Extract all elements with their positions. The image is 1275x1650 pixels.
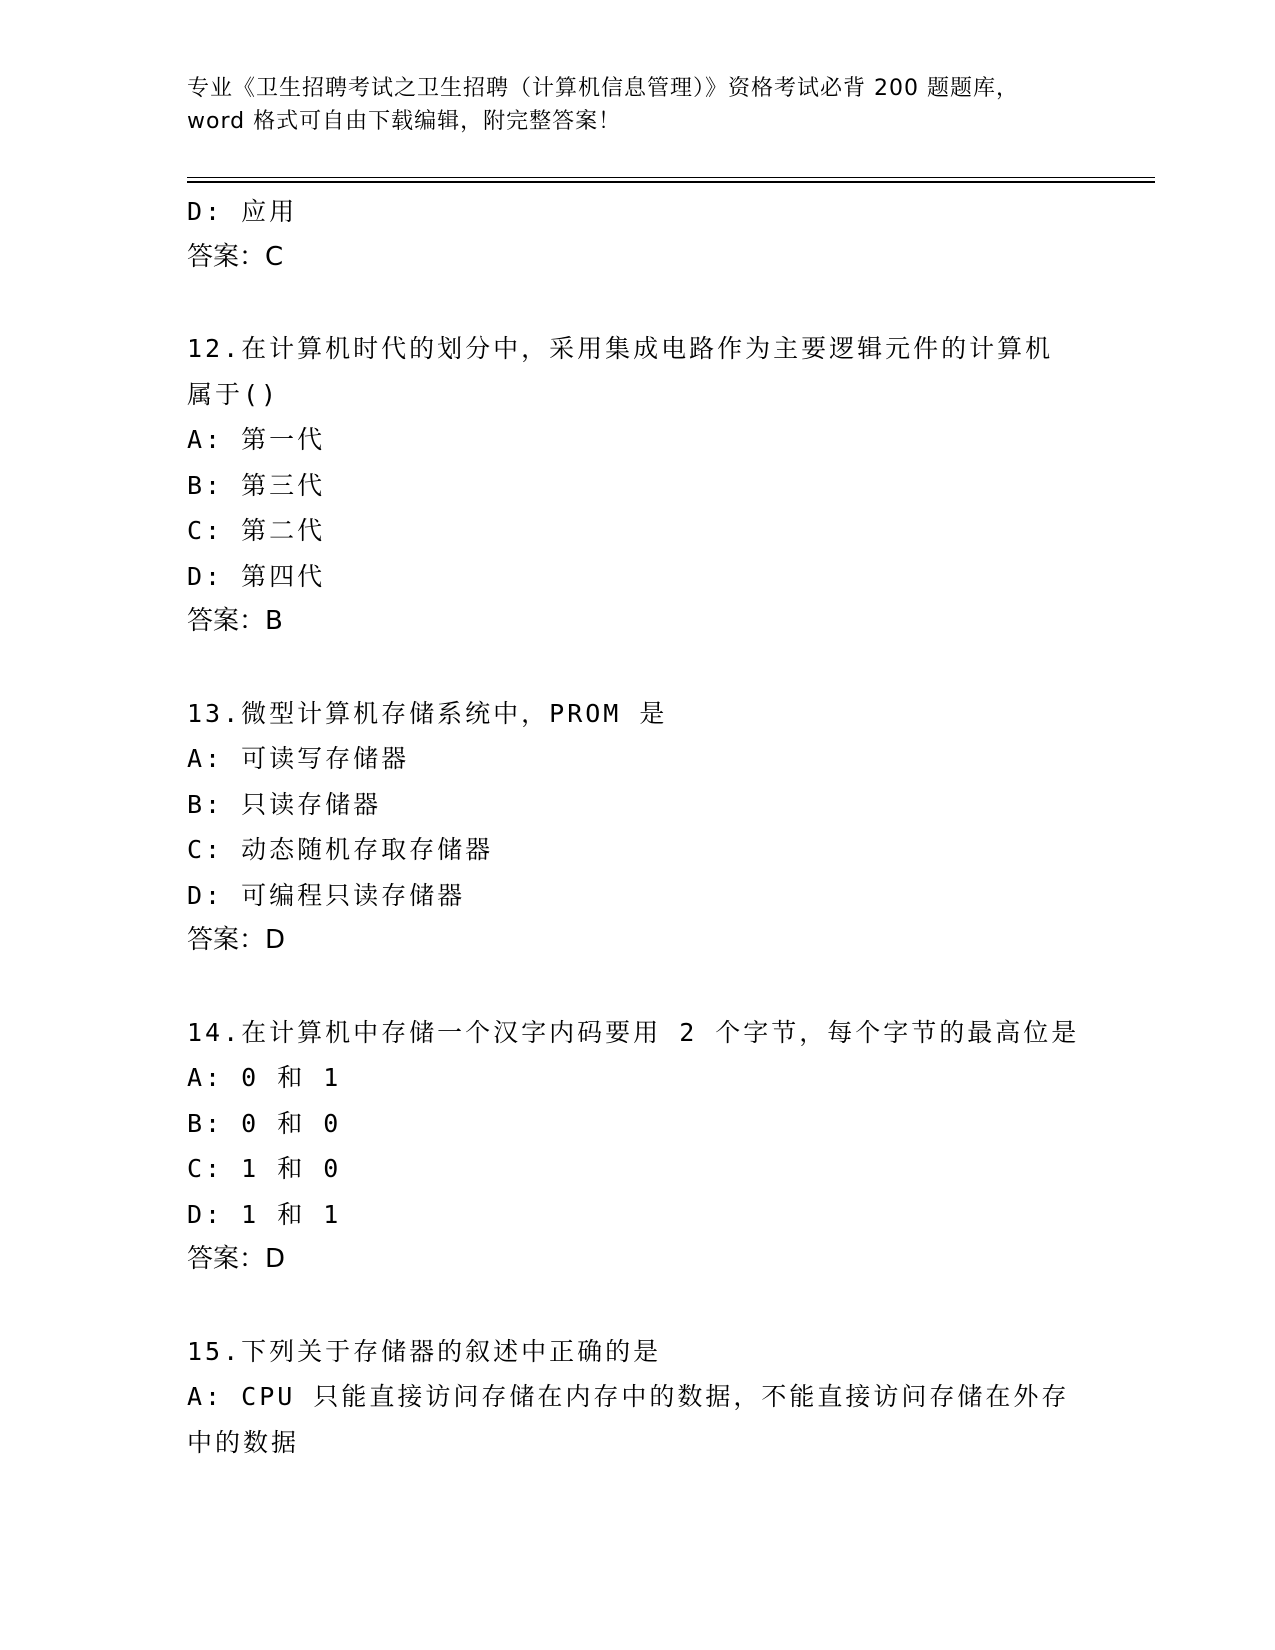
question-stem: 15.下列关于存储器的叙述中正确的是 xyxy=(187,1336,662,1366)
header-line-2: word 格式可自由下载编辑，附完整答案！ xyxy=(187,109,622,134)
header-rule-thin xyxy=(187,177,1155,178)
option-a: A: 可读写存储器 xyxy=(187,744,410,773)
question-stem-cont: 属于() xyxy=(187,379,280,409)
question-stem: 13.微型计算机存储系统中，PROM 是 xyxy=(187,698,668,728)
option-c: C: 1 和 0 xyxy=(187,1154,342,1183)
answer: 答案：D xyxy=(187,1244,286,1274)
question-stem: 14.在计算机中存储一个汉字内码要用 2 个字节，每个字节的最高位是 xyxy=(187,1017,1080,1047)
header-line-1: 专业《卫生招聘考试之卫生招聘（计算机信息管理）》资格考试必背 200 题题库， xyxy=(187,76,1019,101)
answer: 答案：D xyxy=(187,925,286,955)
question-14 xyxy=(187,1010,1087,1283)
option-a: A: 第一代 xyxy=(187,425,326,454)
option-d: D: 可编程只读存储器 xyxy=(187,880,466,910)
question-15 xyxy=(187,1329,1087,1466)
question-12 xyxy=(187,326,1087,645)
document-header xyxy=(187,72,1087,138)
answer: 答案：C xyxy=(187,241,284,272)
option-d: D: 1 和 1 xyxy=(187,1199,342,1229)
option-c: C: 动态随机存取存储器 xyxy=(187,835,494,864)
option-c: C: 第二代 xyxy=(187,516,326,545)
page-content xyxy=(187,189,1087,1465)
option-a: A: 0 和 1 xyxy=(187,1063,342,1092)
option-b: B: 第三代 xyxy=(187,470,326,500)
question-stem: 12.在计算机时代的划分中，采用集成电路作为主要逻辑元件的计算机 xyxy=(187,334,1054,363)
option-d: D: 应用 xyxy=(187,197,298,226)
option-b: B: 0 和 0 xyxy=(187,1108,342,1138)
option-a: A: CPU 只能直接访问存储在内存中的数据，不能直接访问存储在外存 xyxy=(187,1382,1070,1411)
option-d: D: 第四代 xyxy=(187,561,326,591)
option-b: B: 只读存储器 xyxy=(187,789,382,819)
header-rule-thick xyxy=(187,181,1155,183)
answer: 答案：B xyxy=(187,606,283,636)
option-a-cont: 中的数据 xyxy=(187,1427,300,1457)
question-13 xyxy=(187,691,1087,964)
